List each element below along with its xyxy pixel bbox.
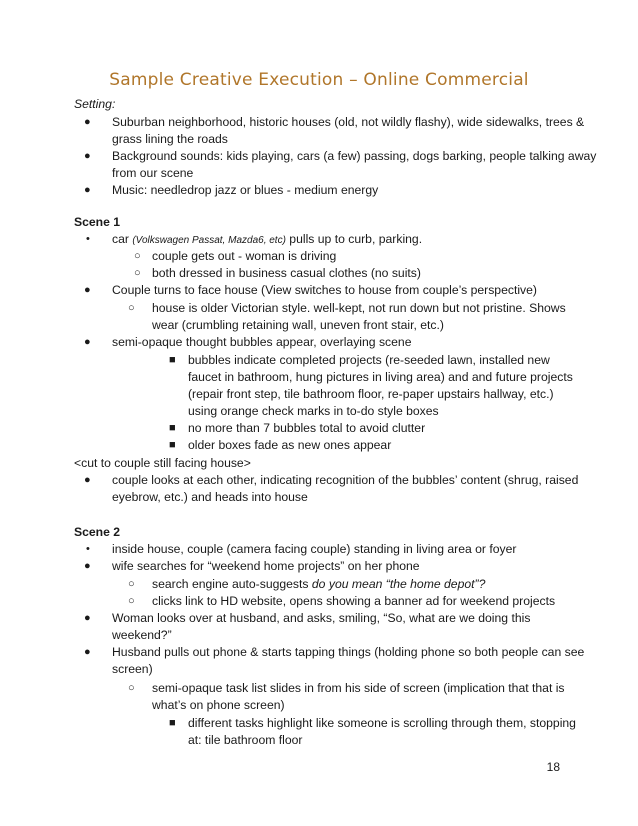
scene2-subsub-cont: at: tile bathroom floor — [188, 733, 303, 747]
filled-bullet-icon: ● — [84, 336, 91, 348]
scene2-subsub: different tasks highlight like someone is scrolling through them, stopping — [188, 716, 576, 730]
square-bullet-icon: ■ — [169, 717, 176, 729]
square-bullet-icon: ■ — [169, 354, 176, 366]
bubble-line: (repair front step, tile bathroom floor, re-paper upstairs hallway, etc.) — [188, 387, 554, 401]
scene1-car-line — [112, 231, 422, 249]
setting-item-cont: grass lining the roads — [112, 132, 228, 146]
scene2-item-cont: weekend?” — [112, 628, 172, 642]
page-title: Sample Creative Execution – Online Commercial — [109, 70, 529, 90]
scene1-item-cont: eyebrow, etc.) and heads into house — [112, 490, 308, 504]
filled-bullet-icon: ● — [84, 560, 91, 572]
bubble-line: no more than 7 bubbles total to avoid clutter — [188, 421, 426, 435]
square-bullet-icon: ■ — [169, 422, 176, 434]
scene1-sub: both dressed in business casual clothes (no suits) — [152, 266, 421, 280]
car-prefix: car — [112, 232, 133, 246]
filled-bullet-icon: ● — [84, 184, 91, 196]
scene2-item: inside house, couple (camera facing couple) standing in living area or foyer — [112, 542, 517, 556]
setting-label: Setting: — [74, 97, 116, 111]
bubble-line: older boxes fade as new ones appear — [188, 438, 392, 452]
scene2-sub — [152, 576, 485, 592]
hollow-bullet-icon: ○ — [128, 595, 135, 607]
setting-item: Background sounds: kids playing, cars (a few) passing, dogs barking, people talking away — [112, 149, 597, 163]
page-number: 18 — [546, 760, 560, 774]
square-bullet-icon: ■ — [169, 439, 176, 451]
scene1-item: semi-opaque thought bubbles appear, overlaying scene — [112, 335, 412, 349]
cut-direction: <cut to couple still facing house> — [74, 456, 251, 470]
scene1-heading: Scene 1 — [74, 215, 121, 229]
scene2-item-cont: screen) — [112, 662, 153, 676]
setting-item: Suburban neighborhood, historic houses (old, not wildly flashy), wide sidewalks, trees & — [112, 115, 585, 129]
scene1-sub: house is older Victorian style. well-kept, not run down but not pristine. Shows — [152, 301, 566, 315]
filled-bullet-icon: ● — [84, 116, 91, 128]
hollow-bullet-icon: ○ — [134, 267, 141, 279]
scene2-sub-cont: what’s on phone screen) — [152, 698, 285, 712]
search-suggestion: do you mean “the home depot”? — [311, 577, 486, 591]
scene2-item: Woman looks over at husband, and asks, smiling, “So, what are we doing this — [112, 611, 531, 625]
bubble-line: bubbles indicate completed projects (re-seeded lawn, installed new — [188, 353, 550, 367]
search-prefix: search engine auto-suggests — [152, 577, 312, 591]
setting-item-cont: from our scene — [112, 166, 194, 180]
filled-bullet-icon: ● — [84, 646, 91, 658]
scene2-heading: Scene 2 — [74, 525, 121, 539]
hollow-bullet-icon: ○ — [128, 302, 135, 314]
scene2-item: wife searches for “weekend home projects” on her phone — [112, 559, 420, 573]
scene2-sub: semi-opaque task list slides in from his side of screen (implication that that is — [152, 681, 565, 695]
scene2-item: Husband pulls out phone & starts tapping things (holding phone so both people can see — [112, 645, 585, 659]
hollow-bullet-icon: ○ — [128, 578, 135, 590]
filled-bullet-icon: ● — [84, 474, 91, 486]
car-models: (Volkswagen Passat, Mazda6, etc) — [132, 235, 286, 246]
small-bullet-icon: • — [86, 543, 90, 555]
filled-bullet-icon: ● — [84, 150, 91, 162]
filled-bullet-icon: ● — [84, 612, 91, 624]
hollow-bullet-icon: ○ — [128, 682, 135, 694]
scene1-sub-cont: wear (crumbling retaining wall, uneven front stair, etc.) — [152, 318, 444, 332]
scene2-sub: clicks link to HD website, opens showing a banner ad for weekend projects — [152, 594, 556, 608]
scene1-sub: couple gets out - woman is driving — [152, 249, 337, 263]
setting-item: Music: needledrop jazz or blues - medium energy — [112, 183, 379, 197]
bubble-line: using orange check marks in to-do style boxes — [188, 404, 439, 418]
car-suffix: pulls up to curb, parking. — [285, 232, 423, 246]
scene1-item: couple looks at each other, indicating recognition of the bubbles’ content (shrug, raised — [112, 473, 579, 487]
filled-bullet-icon: ● — [84, 284, 91, 296]
small-bullet-icon: • — [86, 233, 90, 245]
hollow-bullet-icon: ○ — [134, 250, 141, 262]
scene1-item: Couple turns to face house (View switches to house from couple’s perspective) — [112, 283, 537, 297]
bubble-line: faucet in bathroom, hung pictures in living area) and and future projects — [188, 370, 573, 384]
